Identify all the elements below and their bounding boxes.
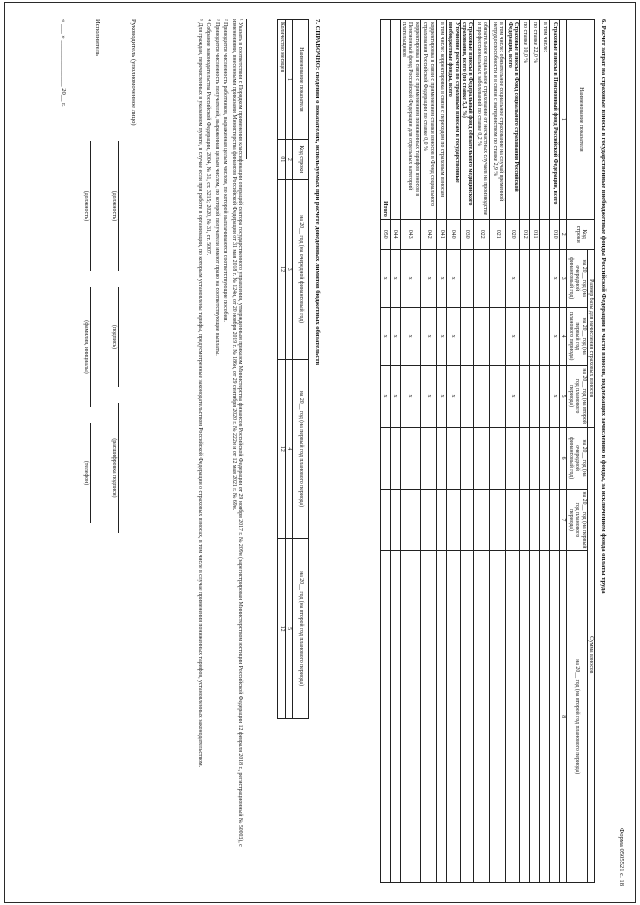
t6-row-cell: x <box>390 307 400 365</box>
t6-colnum-row <box>560 20 567 883</box>
t6-row-cell: x <box>380 365 390 427</box>
t6-col-number: 7 <box>560 489 567 551</box>
t6-row-cell: x <box>506 249 520 307</box>
t6-row-code: 010 <box>550 219 560 249</box>
t6-row <box>420 20 436 883</box>
t6-row-cell <box>474 365 490 427</box>
t6-row-cell: x <box>446 365 460 427</box>
t7-head-year: на 20__ год (на второй год планового периода) <box>293 539 309 719</box>
t6-row-cell <box>436 427 446 489</box>
t6-row-cell <box>530 365 540 427</box>
t6-row-cell: x <box>380 249 390 307</box>
t6-row <box>530 20 540 883</box>
t6-row-cell <box>520 489 530 551</box>
t6-row-code: 022 <box>474 219 490 249</box>
executor-name-caption: (фамилия, инициалы) <box>83 320 89 374</box>
t7-row-code: 01 <box>278 139 285 179</box>
t6-row-cell <box>530 427 540 489</box>
t6-row-cell <box>446 489 460 551</box>
t6-row-cell <box>420 489 436 551</box>
head-position-line <box>118 141 119 271</box>
section-7-title: 7. СПРАВОЧНО: сведения о показателях, используемых при расчете доведенных лимитов бюджетных обязательств <box>314 19 321 366</box>
t6-row-cell: x <box>400 249 420 307</box>
t6-row-name: Страховые взносы в Федеральный фонд обязательного медицинского страхования, всего (по ставке 5,1 %) <box>460 20 474 220</box>
t6-row-name: в том числе: <box>540 20 550 220</box>
t6-row-cell <box>520 307 530 365</box>
t6-row-cell <box>380 489 390 551</box>
t6-row-cell: x <box>380 307 390 365</box>
t6-row-cell: x <box>400 365 420 427</box>
t6-row-cell <box>550 551 560 883</box>
executor-phone-line <box>90 423 91 523</box>
t6-col-number: 1 <box>560 20 567 220</box>
footnote-item: ¹ Указать в соответствии с Порядком применения классификации операций сектора государственного управления, утвержденным приказом Министерства финансов Российской Федерации от 29 ноября 2017 г. № 209н (зарегистрирован Министерством юстиции Российской Федерации 12 февраля 2018 г., регистрационный № 50003), с изменениями, внесенными приказами Министерства финансов Российской Федерации от 31 мая 2018 г. № 124н, от 20 ноября 2019 г. № 186н, от 29 сентября 2020 г. № 222н и от 12 мая 2021 г. № 69н. <box>230 19 243 847</box>
t6-col-number: 5 <box>560 365 567 427</box>
t6-row-cell <box>460 249 474 307</box>
t6-row-cell <box>400 427 420 489</box>
t6-row-code: 041 <box>436 219 446 249</box>
t6-row-name: обязательное социальное страхование от несчастных случаев на производстве и профессиональных заболеваний по ставке 0,2 % <box>474 20 490 220</box>
rotated-page <box>5 3 635 902</box>
t6-head-base-group: Размер базы для начисления страховых взносов <box>587 249 594 427</box>
t6-row-code: 012 <box>520 219 530 249</box>
t6-header-row-1 <box>587 20 594 883</box>
head-signature-caption: (подпись) <box>111 324 117 350</box>
t6-row-cell: x <box>420 307 436 365</box>
t6-row-cell <box>460 307 474 365</box>
t6-row-name: в том числе: корректировка в связи с переходом по страховым взносам <box>436 20 446 220</box>
t6-row-cell <box>530 489 540 551</box>
footnote-divider <box>246 19 247 159</box>
t6-row-name: корректировка в связи с применением ставки взносов в Фонд социального страхования Российской Федерации по ставке 0,0 % <box>420 20 436 220</box>
t6-head-sums-group: Сумма взносов <box>587 427 594 882</box>
t6-row <box>400 20 420 883</box>
t6-row-name: Уточнение расчета по страховым взносам в государственные внебюджетные фонды, всего <box>446 20 460 220</box>
t6-row-cell <box>446 427 460 489</box>
t6-row <box>550 20 560 883</box>
t6-row-code: 021 <box>490 219 506 249</box>
t6-row <box>490 20 506 883</box>
t6-row-name: Итого <box>380 20 390 220</box>
t6-row-cell <box>420 551 436 883</box>
t6-row-cell <box>380 427 390 489</box>
t6-row-cell <box>550 427 560 489</box>
t6-head-year: на 20__ год (на второй год планового периода) <box>567 365 587 427</box>
t6-row-cell <box>506 489 520 551</box>
executor-name-line <box>90 287 91 407</box>
executor-position-line <box>90 141 91 271</box>
t6-row-name: Страховые взносы в Фонд социального страхования Российской Федерации, всего <box>506 20 520 220</box>
t6-row-cell <box>380 551 390 883</box>
t6-row <box>520 20 530 883</box>
t6-row-cell <box>474 249 490 307</box>
t6-row-cell <box>474 307 490 365</box>
t6-row-cell: x <box>550 307 560 365</box>
t6-row <box>460 20 474 883</box>
t6-row-cell: x <box>506 365 520 427</box>
head-decoding-caption: (расшифровка подписи) <box>111 438 117 498</box>
t6-row-code: 030 <box>460 219 474 249</box>
t7-col-number: 2 <box>285 139 292 179</box>
t6-row-cell <box>390 427 400 489</box>
date-line: « ___ » ______________ 20__ г. <box>60 19 67 107</box>
footnotes <box>195 19 243 879</box>
t6-row-cell <box>390 489 400 551</box>
t6-head-year: на 20__ год (на первый год планового периода) <box>567 489 587 551</box>
t6-head-year: на 20__ год (на очередной финансовый год) <box>567 249 587 307</box>
footnote-item: ⁴ Собрание законодательства Российской Федерации, 2004, № 31, ст. 3215; 2020, № 31, ст. 5007. <box>205 19 212 256</box>
t6-row-code: 020 <box>506 219 520 249</box>
t7-col-number: 5 <box>285 539 292 719</box>
signature-block <box>37 19 137 879</box>
t6-row-code <box>540 219 550 249</box>
t6-row-cell <box>520 551 530 883</box>
t7-head-year: на 20__ год (на очередной финансовый год) <box>293 179 309 359</box>
t7-col-number: 1 <box>285 20 292 140</box>
t6-row-cell <box>436 551 446 883</box>
section-6-table <box>380 19 595 883</box>
t7-head-code: Код строки <box>293 139 309 179</box>
t6-row-name: Страховые взносы в Пенсионный фонд Российской Федерации, всего <box>550 20 560 220</box>
t6-row-cell <box>490 249 506 307</box>
t6-row-cell <box>540 249 550 307</box>
t6-row-cell <box>540 489 550 551</box>
t6-row-cell <box>490 307 506 365</box>
t6-row-cell <box>460 427 474 489</box>
t6-row-cell <box>390 551 400 883</box>
t6-row-cell <box>446 551 460 883</box>
t6-col-number: 4 <box>560 307 567 365</box>
t6-row <box>390 20 400 883</box>
t6-row-cell <box>530 307 540 365</box>
t6-row-cell <box>530 249 540 307</box>
t6-row-cell <box>474 489 490 551</box>
t6-row <box>540 20 550 883</box>
t7-header-row <box>293 20 309 719</box>
t6-head-year: на 20__ год (на очередной финансовый год) <box>567 427 587 489</box>
t6-row-cell <box>460 365 474 427</box>
t7-head-year: на 20__ год (на первый год планового периода) <box>293 359 309 539</box>
t7-row-cell: 12 <box>278 359 285 539</box>
t6-col-number: 8 <box>560 551 567 883</box>
t6-row-cell: x <box>550 365 560 427</box>
form-code: Форма 0505521 с. 18 <box>618 828 625 886</box>
head-position-caption: (должность) <box>111 190 117 222</box>
t6-row-cell: x <box>506 307 520 365</box>
t6-head-year: на 20__ год (на первый год планового периода) <box>567 307 587 365</box>
t6-row-cell: x <box>436 249 446 307</box>
t6-row <box>474 20 490 883</box>
t6-row-cell <box>400 489 420 551</box>
t6-row-name: по ставке 10,0 % <box>520 20 530 220</box>
t6-col-number: 3 <box>560 249 567 307</box>
t6-row-cell <box>520 249 530 307</box>
head-signature-line <box>118 287 119 387</box>
t6-row-cell <box>474 427 490 489</box>
t6-head-indicator: Наименование показателя <box>567 20 595 220</box>
executor-label: Исполнитель <box>94 19 101 56</box>
t6-row-cell <box>490 365 506 427</box>
head-decoding-line <box>118 403 119 533</box>
section-7-table <box>277 19 309 719</box>
t6-row <box>446 20 460 883</box>
t6-row-cell <box>520 427 530 489</box>
t6-row-name <box>390 20 400 220</box>
executor-position-caption: (должность) <box>83 190 89 222</box>
t6-row <box>380 20 390 883</box>
t6-row-name: по ставке 22,0 % <box>530 20 540 220</box>
t6-head-year: на 20__ год (на второй год планового периода) <box>567 551 587 883</box>
t6-row-cell <box>490 551 506 883</box>
executor-phone-caption: (телефон) <box>83 460 89 486</box>
t6-row-code: 011 <box>530 219 540 249</box>
t6-row-code: 050 <box>380 219 390 249</box>
t6-row-cell <box>520 365 530 427</box>
t6-row-name: в том числе: обязательное социальное страхование на случай временной нетрудоспособности и в связи с материнством по ставке 2,9 % <box>490 20 506 220</box>
t6-row-cell <box>490 489 506 551</box>
t6-row-cell <box>550 489 560 551</box>
t6-row-cell <box>474 551 490 883</box>
section-6-title: 6. Расчет затрат на страховые взносы в государственные внебюджетные фонды Российской Федерации в части взносов, подлежащих зачислению в фонды, за исключением фонда оплаты труда <box>600 19 607 594</box>
t6-row-cell <box>490 427 506 489</box>
t6-row-cell <box>436 489 446 551</box>
document-sheet <box>4 2 636 903</box>
head-label: Руководитель (уполномоченное лицо) <box>130 19 137 126</box>
t7-row-name: Количество месяцев <box>278 20 285 140</box>
footnote-item: ³ Приводится численность получателей, выраженная целым числом, по которой получатели имеют право на соответствующие выплаты. <box>213 19 220 356</box>
t7-head-indicator: Наименование показателя <box>293 20 309 140</box>
t6-row-cell <box>540 365 550 427</box>
t6-row-cell: x <box>390 249 400 307</box>
t6-row-cell: x <box>420 249 436 307</box>
t7-row-cell: 12 <box>278 539 285 719</box>
t6-col-number: 6 <box>560 427 567 489</box>
t6-row <box>506 20 520 883</box>
t7-col-number: 4 <box>285 359 292 539</box>
t6-row-code: 040 <box>446 219 460 249</box>
t7-colnum-row <box>285 20 292 719</box>
t6-row-cell <box>530 551 540 883</box>
t6-row-cell <box>460 489 474 551</box>
t7-row <box>278 20 285 719</box>
t7-row-cell: 12 <box>278 179 285 359</box>
t6-row-cell <box>460 551 474 883</box>
footnote-item: ² Приводится численность работников, выраженная целым числом, по которой выплачиваются соответствующие пособия. <box>222 19 229 322</box>
t6-row-cell <box>506 427 520 489</box>
t6-row-name: корректировка в связи с применением пониженных тарифов взносов в Пенсионный фонд Российской Федерации для отдельных категорий плательщиков <box>400 20 420 220</box>
t6-row-cell <box>540 427 550 489</box>
t6-row-code: 043 <box>400 219 420 249</box>
t7-col-number: 3 <box>285 179 292 359</box>
t6-row-cell: x <box>436 365 446 427</box>
t6-row-cell <box>400 551 420 883</box>
t6-row-cell <box>540 307 550 365</box>
t6-row-cell: x <box>400 307 420 365</box>
t6-row-cell <box>420 427 436 489</box>
t6-row-cell: x <box>436 307 446 365</box>
t6-row-cell: x <box>390 365 400 427</box>
t6-row-cell: x <box>446 307 460 365</box>
t6-row-code: 042 <box>420 219 436 249</box>
t6-col-number: 2 <box>560 219 567 249</box>
t6-row-cell: x <box>446 249 460 307</box>
t6-row-cell: x <box>420 365 436 427</box>
t6-row-code: 044 <box>390 219 400 249</box>
t6-row-cell: x <box>550 249 560 307</box>
t6-row-cell <box>540 551 550 883</box>
t6-head-code: Код строки <box>567 219 595 249</box>
footnote-item: ⁵ Для граждан, перечисленных в указанном пункте, в случае если при работе в организации, по которым установлены тарифы, предусмотренные законодательством Российской Федерации о страховых взносах, в том числе в случае применения пониженных тарифов, установленных законодательством. <box>197 19 204 768</box>
t6-row <box>436 20 446 883</box>
t6-row-cell <box>506 551 520 883</box>
